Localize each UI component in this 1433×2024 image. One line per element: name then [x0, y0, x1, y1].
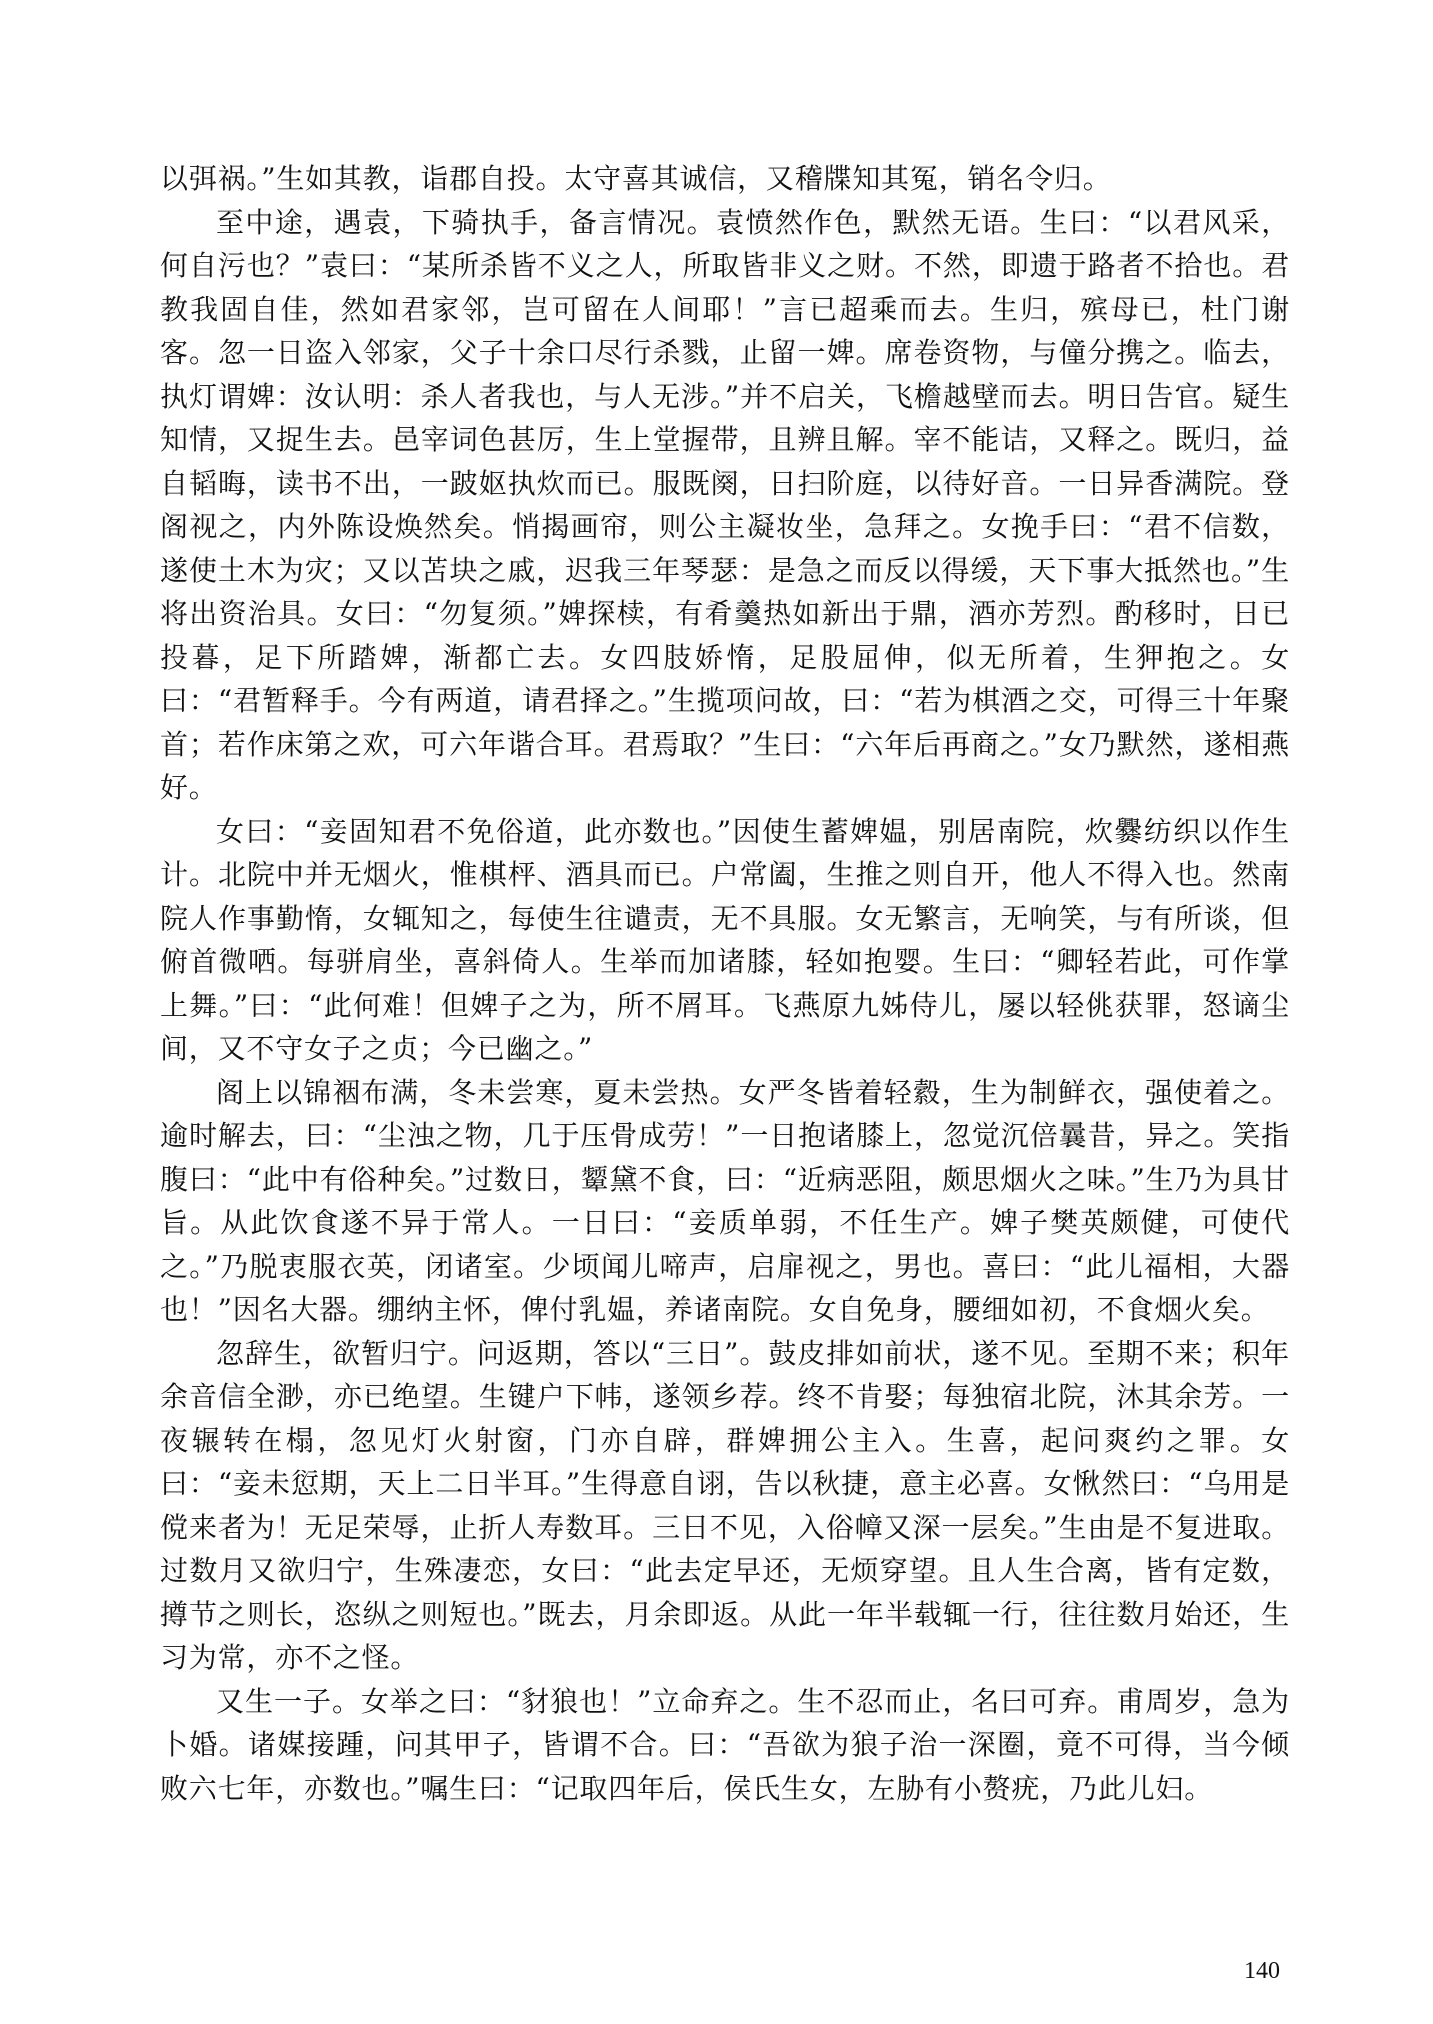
paragraph-6: 又生一子。女举之曰：“豺狼也！”立命弃之。生不忍而止，名曰可弃。甫周岁，急为卜婚。诸媒接踵，问其甲子，皆谓不合。曰：“吾欲为狼子治一深圈，竟不可得，当今倾败六七年，亦数也。”嘱生曰：“记取四年后，侯氏生女，左胁有小赘疣，乃此儿妇。 — [160, 1684, 1290, 1805]
page-number: 140 — [1244, 1958, 1280, 1984]
paragraph-1: 以弭祸。”生如其教，诣郡自投。太守喜其诚信，又稽牒知其冤，销名令归。 — [160, 162, 1112, 195]
paragraph-5: 忽辞生，欲暂归宁。问返期，答以“三日”。鼓皮排如前状，遂不见。至期不来；积年余音信全渺，亦已绝望。生键户下帏，遂领乡荐。终不肯娶；每独宿北院，沐其余芳。一夜辗转在榻，忽见灯火射窗，门亦自辟，群婢拥公主入。生喜，起问爽约之罪。女曰：“妾未愆期，天上二日半耳。”生得意自诩，告以秋捷，意主必喜。女愀然曰：“乌用是傥来者为！无足荣辱，止折人寿数耳。三日不见，入俗幛又深一层矣。”生由是不复进取。过数月又欲归宁，生殊凄恋，女曰：“此去定早还，无烦穿望。且人生合离，皆有定数，撙节之则长，恣纵之则短也。”既去，月余即返。从此一年半载辄一行，往往数月始还，生习为常，亦不之怪。 — [160, 1336, 1290, 1674]
paragraph-2: 至中途，遇袁，下骑执手，备言情况。袁愤然作色，默然无语。生曰：“以君风采，何自污也？”袁曰：“某所杀皆不义之人，所取皆非义之财。不然，即遗于路者不拾也。君教我固自佳，然如君家邻，岂可留在人间耶！”言已超乘而去。生归，殡母已，杜门谢客。忽一日盗入邻家，父子十余口尽行杀戮，止留一婢。席卷资物，与僮分携之。临去，执灯谓婢：汝认明：杀人者我也，与人无涉。”并不启关，飞檐越壁而去。明日告官。疑生知情，又捉生去。邑宰词色甚厉，生上堂握带，且辨且解。宰不能诘，又释之。既归，益自韬晦，读书不出，一跛妪执炊而已。服既阕，日扫阶庭，以待好音。一日异香满院。登阁视之，内外陈设焕然矣。悄揭画帘，则公主凝妆坐，急拜之。女挽手曰：“君不信数，遂使土木为灾；又以苫块之戚，迟我三年琴瑟：是急之而反以得缓，天下事大抵然也。”生将出资治具。女曰：“勿复须。”婢探椟，有肴羹热如新出于鼎，酒亦芳烈。酌移时，日已投暮，足下所踏婢，渐都亡去。女四肢娇惰，足股屈伸，似无所着，生狎抱之。女曰：“君暂释手。今有两道，请君择之。”生揽项问故，曰：“若为棋酒之交，可得三十年聚首；若作床第之欢，可六年谐合耳。君焉取？”生曰：“六年后再商之。”女乃默然，遂相燕好。 — [160, 205, 1290, 804]
page-content — [160, 157, 1290, 1810]
paragraph-3: 女曰：“妾固知君不免俗道，此亦数也。”因使生蓄婢媪，别居南院，炊爨纺织以作生计。北院中并无烟火，惟棋枰、酒具而已。户常阖，生推之则自开，他人不得入也。然南院人作事勤惰，女辄知之，每使生往谴责，无不具服。女无繁言，无响笑，与有所谈，但俯首微哂。每骈肩坐，喜斜倚人。生举而加诸膝，轻如抱婴。生曰：“卿轻若此，可作掌上舞。”曰：“此何难！但婢子之为，所不屑耳。飞燕原九姊侍儿，屡以轻佻获罪，怒谪尘间，又不守女子之贞；今已幽之。” — [160, 814, 1290, 1065]
paragraph-4: 阁上以锦裀布满，冬未尝寒，夏未尝热。女严冬皆着轻縠，生为制鲜衣，强使着之。逾时解去，曰：“尘浊之物，几于压骨成劳！”一日抱诸膝上，忽觉沉倍曩昔，异之。笑指腹曰：“此中有俗种矣。”过数日，颦黛不食，曰：“近病恶阻，颇思烟火之味。”生乃为具甘旨。从此饮食遂不异于常人。一日曰：“妾质单弱，不任生产。婢子樊英颇健，可使代之。”乃脱衷服衣英，闭诸室。少顷闻儿啼声，启扉视之，男也。喜曰：“此儿福相，大器也！”因名大器。绷纳主怀，俾付乳媪，养诸南院。女自免身，腰细如初，不食烟火矣。 — [160, 1075, 1290, 1326]
